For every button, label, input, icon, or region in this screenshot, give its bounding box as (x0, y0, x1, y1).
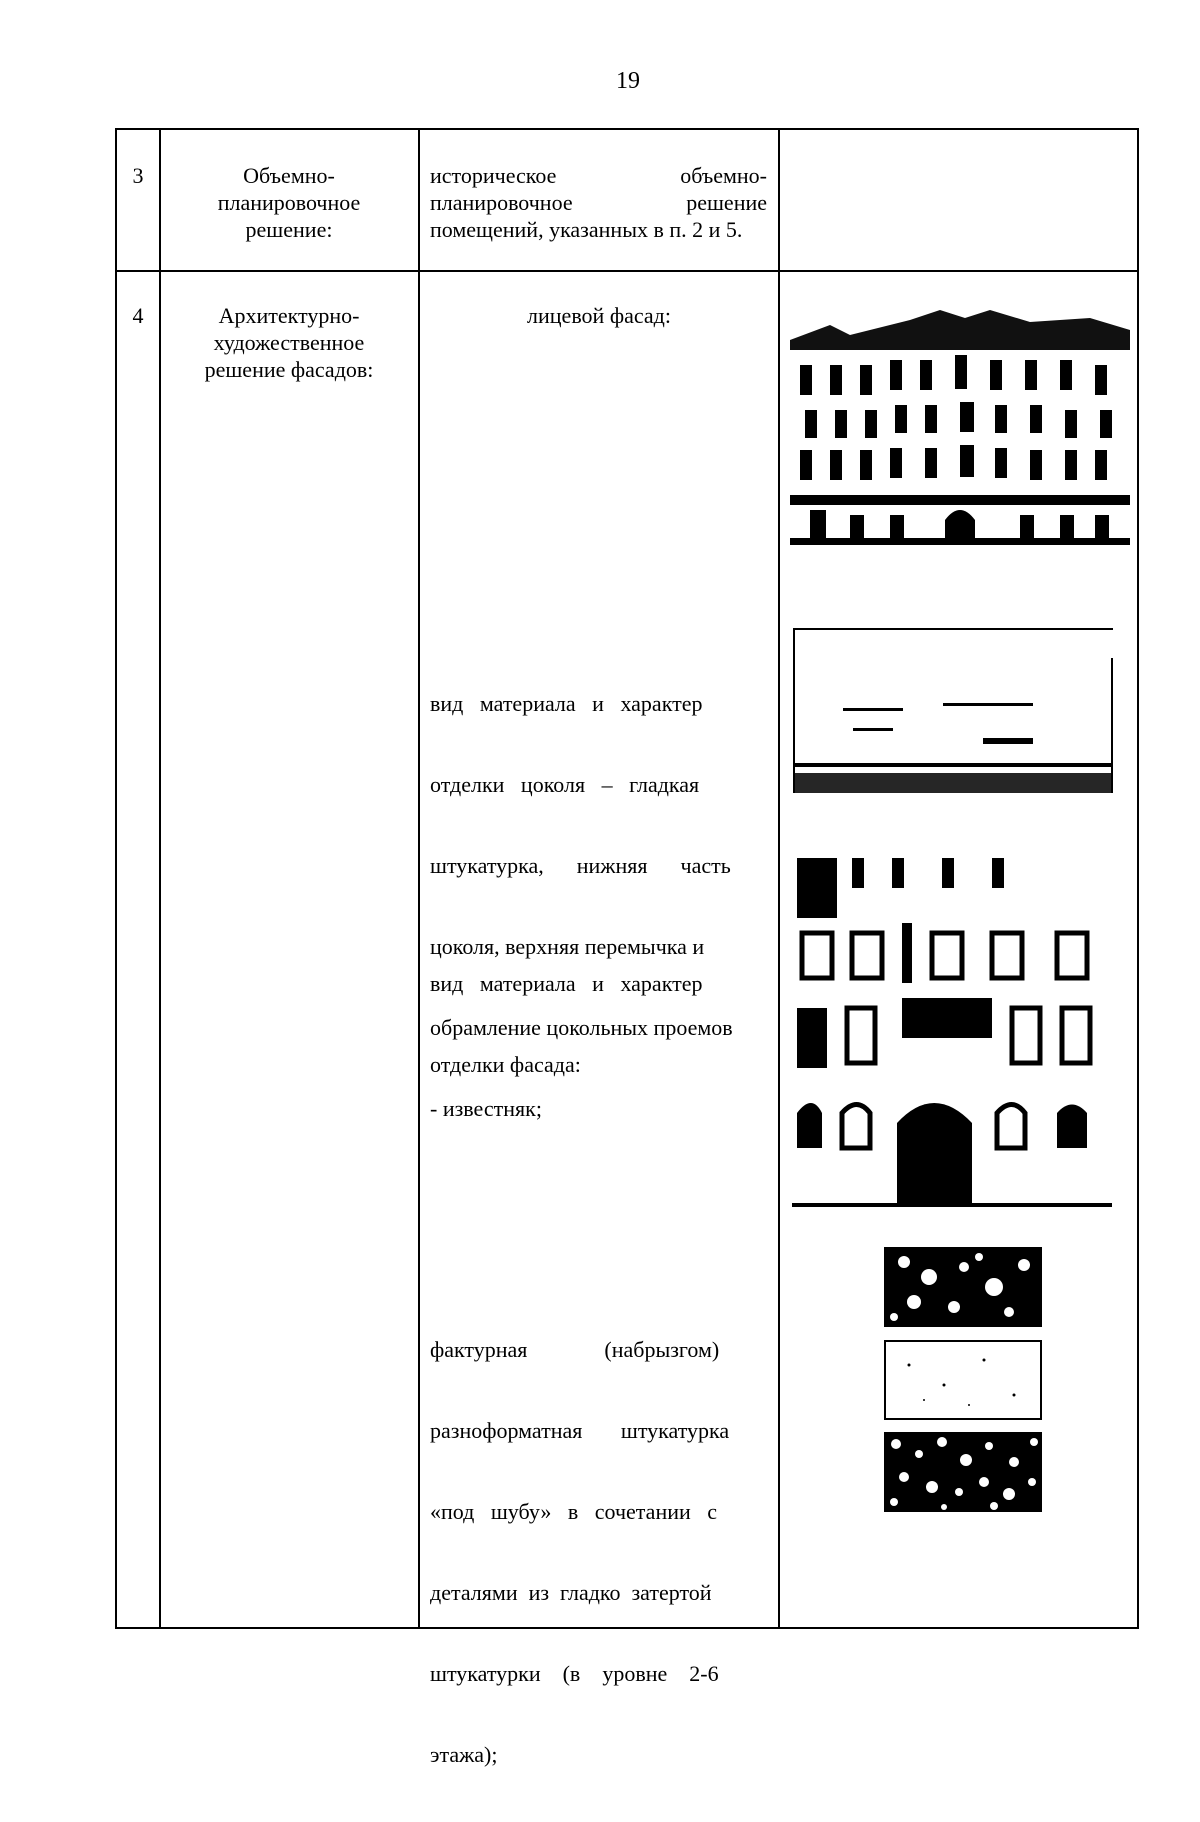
row-number: 3 (132, 163, 144, 188)
facade-photo (790, 310, 1130, 545)
facade-detail-photo (792, 858, 1112, 1213)
column-divider (778, 130, 780, 1627)
facade-finish-description: вид материала и характер отделки фасада: (430, 971, 703, 1077)
row-subject: Архитектурно- художественное решение фасадов: (204, 303, 374, 382)
row-description: историческое объемно- планировочное решение помещений, указанных в п. 2 и 5. (430, 163, 767, 242)
plinth-photo (793, 628, 1113, 793)
facade-label: лицевой фасад: (527, 303, 671, 328)
column-divider (418, 130, 420, 1627)
plaster-description: фактурная (набрызгом) разноформатная штукатурка «под шубу» в сочетании с деталями из гладко затертой штукатурки (в уровне 2-6 этажа); (430, 1337, 730, 1767)
plaster-texture-sample-rough (884, 1432, 1042, 1512)
plinth-description: вид материала и характер отделки цоколя – гладкая штукатурка, нижняя часть цоколя, верхняя перемычка и обрамление цокольных проемов - известняк; (430, 691, 733, 1121)
plaster-texture-sample-coarse (884, 1247, 1042, 1327)
row-subject: Объемно- планировочное решение: (217, 163, 361, 242)
row-divider (117, 270, 1137, 272)
document-table (115, 128, 1139, 1767)
plaster-texture-sample-smooth (884, 1340, 1042, 1420)
page-number: 19 (616, 68, 640, 94)
row-number: 4 (132, 303, 144, 328)
